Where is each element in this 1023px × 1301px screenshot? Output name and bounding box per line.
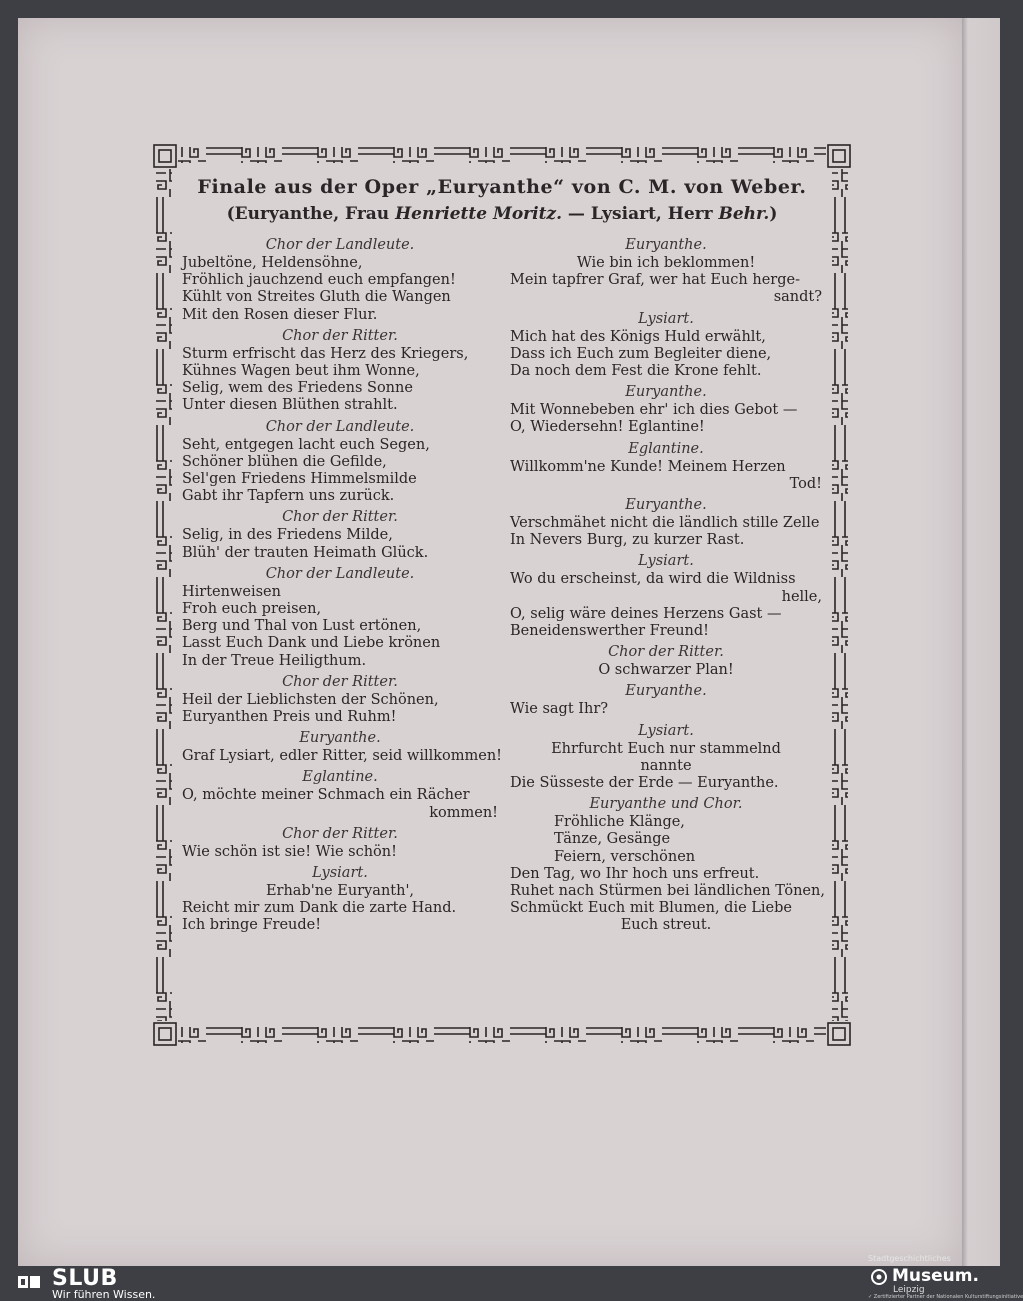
speaker-label: Chor der Ritter. (282, 327, 398, 344)
speaker-label: Euryanthe. (625, 497, 707, 514)
verse-line: kommen! (429, 804, 498, 821)
verse-line: Willkomm'ne Kunde! Meinem Herzen (510, 458, 786, 475)
speaker-label: Chor der Ritter. (282, 673, 398, 690)
verse-line: Tänze, Gesänge (554, 831, 671, 848)
verse-line: Blüh' der trauten Heimath Glück. (182, 544, 429, 561)
verse-line: Gabt ihr Tapfern uns zurück. (182, 488, 395, 505)
slub-logo-icon (18, 1274, 42, 1290)
verse-line: Tod! (789, 475, 822, 492)
verse-line: Euryanthen Preis und Ruhm! (182, 709, 397, 726)
museum-label: Stadtgeschichtliches (868, 1254, 951, 1263)
speaker-label: Euryanthe. (625, 683, 707, 700)
verse-line: Berg und Thal von Lust ertönen, (182, 618, 422, 635)
speaker-label: Lysiart. (312, 865, 368, 882)
verse-block (510, 741, 822, 793)
cast-open: (Euryanthe, Frau (226, 204, 396, 224)
verse-line: Wie bin ich beklommen! (576, 255, 756, 271)
verse-line: Wie schön ist sie! Wie schön! (182, 843, 397, 860)
verse-line: Sel'gen Friedens Himmelsmilde (182, 471, 417, 488)
verse-line: Heil der Lieblichsten der Schönen, (182, 691, 439, 708)
footer-bar (0, 1254, 1023, 1301)
speaker-label: Euryanthe. (625, 237, 707, 253)
verse-line: Lasst Euch Dank und Liebe krönen (182, 635, 441, 652)
verse-block (510, 459, 822, 493)
speaker-label: Euryanthe. (625, 384, 707, 401)
verse-line: Da noch dem Fest die Krone fehlt. (510, 363, 762, 380)
speaker-label: Eglantine. (628, 440, 704, 457)
verse-block (182, 346, 498, 415)
right-column (510, 234, 825, 938)
verse-line: Schmückt Euch mit Blumen, die Liebe (510, 900, 792, 917)
speaker-label: Lysiart. (638, 553, 694, 570)
verse-line: Fröhliche Klänge, (554, 814, 685, 831)
verse-line: Reicht mir zum Dank die zarte Hand. (182, 900, 457, 917)
speaker-label: Chor der Landleute. (265, 565, 415, 582)
verse-line: Kühlt von Streites Gluth die Wangen (182, 289, 451, 306)
verse-line: O, selig wäre deines Herzens Gast — (510, 605, 782, 622)
verse-line: Euch streut. (620, 917, 712, 934)
verse-block (510, 515, 822, 549)
speaker-label: Chor der Ritter. (608, 644, 724, 661)
verse-block (182, 255, 498, 324)
verse-block (510, 255, 822, 307)
verse-line: Unter diesen Blüthen strahlt. (182, 397, 398, 414)
speaker-label: Euryanthe. (299, 730, 381, 747)
library-name: SLUB (52, 1266, 118, 1291)
verse-line: Fröhlich jauchzend euch empfangen! (182, 272, 456, 289)
verse-line: O, möchte meiner Schmach ein Rächer (182, 787, 470, 804)
next-page-edge (962, 18, 1000, 1266)
verse-line: Ich bringe Freude! (182, 917, 322, 934)
verse-line: Wie sagt Ihr? (510, 701, 609, 718)
speaker-label: Lysiart. (638, 722, 694, 739)
verse-line: Mit den Rosen dieser Flur. (182, 306, 378, 323)
speaker-label: Eglantine. (302, 769, 378, 786)
cast-close: ) (769, 204, 778, 224)
verse-line: O, Wiedersehn! Eglantine! (510, 419, 705, 436)
program-text (182, 172, 825, 1018)
library-tagline: Wir führen Wissen. (52, 1288, 156, 1301)
verse-line: Verschmähet nicht die ländlich stille Zelle (510, 515, 820, 532)
speaker-label: Chor der Ritter. (282, 509, 398, 526)
verse-line: Die Süsseste der Erde — Euryanthe. (510, 775, 779, 792)
verse-block (510, 329, 822, 381)
speaker-label: Chor der Landleute. (265, 418, 415, 435)
speaker-label: Lysiart. (638, 310, 694, 327)
cast-mid: — Lysiart, Herr (562, 204, 719, 224)
verse-line: Erhab'ne Euryanth', (265, 883, 415, 900)
speaker-label: Euryanthe und Chor. (589, 796, 743, 813)
verse-block (510, 402, 822, 436)
verse-block (510, 571, 822, 640)
verse-block (182, 883, 498, 935)
verse-block (182, 844, 498, 861)
verse-line: nannte (640, 757, 692, 774)
singer-lysiart: Behr. (718, 204, 770, 224)
verse-line: Den Tag, wo Ihr hoch uns erfreut. (510, 865, 760, 882)
verse-line: Mein tapfrer Graf, wer hat Euch herge- (510, 272, 800, 289)
verse-line: Ehrfurcht Euch nur stammelnd (551, 740, 781, 757)
verse-line: Selig, in des Friedens Milde, (182, 527, 393, 544)
verse-block (182, 584, 498, 670)
speaker-label: Chor der Ritter. (282, 825, 398, 842)
verse-line: Jubeltöne, Heldensöhne, (182, 255, 363, 271)
cast-line (182, 204, 822, 224)
verse-line: Ruhet nach Stürmen bei ländlichen Tönen, (510, 883, 825, 900)
finale-title: Finale aus der Oper „Euryanthe“ von C. M. von Weber. (197, 176, 807, 198)
verse-line: Dass ich Euch zum Begleiter diene, (510, 345, 772, 362)
verse-block (182, 787, 498, 821)
left-column (182, 234, 503, 938)
verse-block (510, 701, 822, 718)
verse-line: Schöner blühen die Gefilde, (182, 453, 387, 470)
verse-block (182, 748, 503, 765)
verse-line: Froh euch preisen, (182, 601, 322, 618)
verse-block (182, 692, 498, 726)
verse-line: Selig, wem des Friedens Sonne (182, 380, 413, 397)
museum-city: Leipzig (893, 1285, 925, 1295)
verse-line: Beneidenswerther Freund! (510, 623, 710, 640)
verse-line: Sturm erfrischt das Herz des Kriegers, (182, 345, 469, 362)
singer-euryanthe: Henriette Moritz. (395, 204, 562, 224)
museum-logo-icon (870, 1268, 888, 1286)
verse-line: Wo du erscheinst, da wird die Wildniss (510, 571, 796, 588)
verse-line: Seht, entgegen lacht euch Segen, (182, 436, 430, 453)
verse-line: Mit Wonnebeben ehr' ich dies Gebot — (510, 402, 798, 419)
verse-line: sandt? (773, 289, 822, 306)
verse-line: Hirtenweisen (182, 583, 281, 600)
museum-certificate: ✓ Zertifizierter Partner der Nationalen Kulturstiftungsinitiative (868, 1294, 1023, 1300)
verse-block (510, 662, 822, 679)
verse-line: Graf Lysiart, edler Ritter, seid willkommen! (182, 748, 503, 765)
verse-line: Mich hat des Königs Huld erwählt, (510, 328, 766, 345)
verse-block (182, 527, 498, 561)
verse-line: In Nevers Burg, zu kurzer Rast. (510, 532, 745, 549)
verse-block (182, 437, 498, 506)
museum-name: Museum. (892, 1266, 979, 1286)
verse-line: Feiern, verschönen (554, 848, 696, 865)
verse-line: O schwarzer Plan! (598, 662, 734, 679)
verse-line: helle, (781, 588, 822, 605)
verse-line: Kühnes Wagen beut ihm Wonne, (182, 363, 420, 380)
speaker-label: Chor der Landleute. (265, 237, 415, 253)
verse-block (510, 814, 825, 934)
verse-line: In der Treue Heiligthum. (182, 652, 367, 669)
